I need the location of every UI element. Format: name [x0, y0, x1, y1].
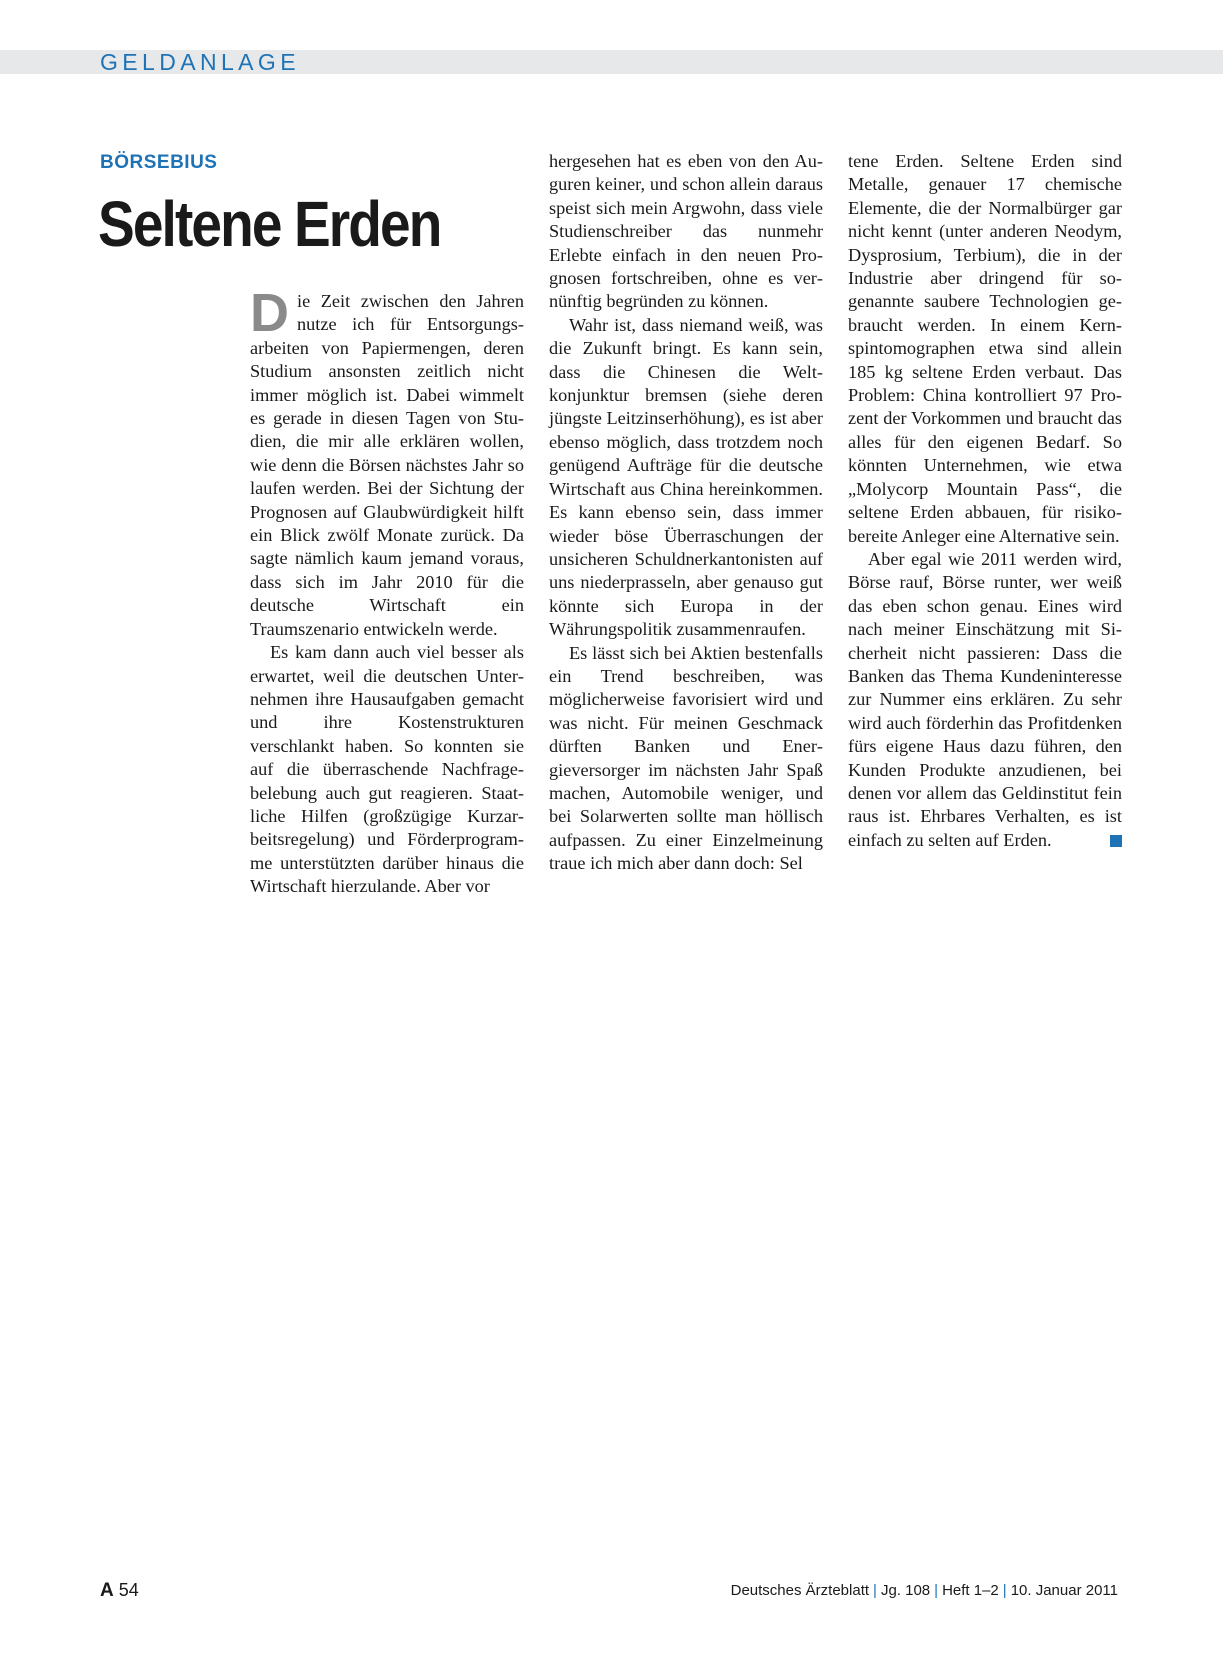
- divider: |: [934, 1582, 939, 1599]
- divider: |: [1002, 1582, 1007, 1599]
- article-title: Seltene Erden: [98, 188, 441, 260]
- paragraph: Es kam dann auch viel besser als erwartet, weil die deutschen Unternehmen ihre Hausaufgaben gemacht und ihre Kostenstrukturen verschlankt haben. So konnten sie auf die überraschende Nachfragebelebung auch gut reagieren. Staatliche Hilfen (großzügige Kurzarbeitsregelung) und Förderprogramme unterstützten darüber hinaus die Wirtschaft hierzulande. Aber vor: [250, 642, 524, 897]
- section-label: GELDANLAGE: [100, 49, 300, 75]
- paragraph: Es lässt sich bei Aktien bestenfalls ein Trend beschreiben, was möglicherweise favorisiert wird und was nicht. Für meinen Geschmack dürften Banken und Energieversorger im nächsten Jahr Spaß machen, Automobile weniger, und bei Solarwerten sollte man höllisch aufpassen. Zu einer Einzelmeinung traue ich mich aber dann doch: Sel: [549, 642, 823, 874]
- paragraph: tene Erden. Seltene Erden sind Metalle, genauer 17 chemische Elemente, die der Normalbürger gar nicht kennt (unter anderen Neodym, Dysprosium, Terbium), die in der Industrie aber dringend für sogenannte saubere Technologien gebraucht werden. In einem Kernspintomographen etwa sind allein 185 kg seltene Erden verbaut. Das Problem: China kontrolliert 97 Prozent der Vorkommen und braucht das alles für den eigenen Bedarf. So könnten Unternehmen, wie etwa „Molycorp Mountain Pass“, die seltene Erden abbauen, für risikobereite Anleger eine Alternative sein.: [848, 151, 1122, 546]
- paragraph: Wahr ist, dass niemand weiß, was die Zukunft bringt. Es kann sein, dass die Chinesen die Weltkonjunktur bremsen (siehe deren jüngste Leitzinserhöhung), es ist aber ebenso möglich, dass trotzdem noch genügend Aufträge für die deutsche Wirtschaft aus China hereinkommen. Es kann ebenso sein, dass immer wieder böse Überraschungen der unsicheren Schuldnerkantonisten auf uns niederprasseln, aber genauso gut könnte sich Europa in der Währungspolitik zusammenraufen.: [549, 314, 823, 640]
- article-column-1: [250, 283, 524, 899]
- volume: Jg. 108: [880, 1582, 931, 1599]
- publication-info: [731, 1582, 1118, 1599]
- paragraph-text: Aber egal wie 2011 werden wird, Börse rauf, Börse runter, wer weiß das eben schon genau. Eines wird nach meiner Einschätzung mit Sicherheit nicht passieren: Dass die Banken das Thema Kundeninteresse zur Nummer eins erklären. Zu sehr wird auch förderhin das Profitdenken fürs eigene Haus dazu führen, den Kunden Produkte anzudienen, bei denen vor allem das Geldinstitut fein raus ist. Ehrbares Verhalten, es ist einfach zu selten auf Erden.: [848, 548, 1122, 850]
- article-column-3: [848, 150, 1122, 852]
- page-prefix: A: [100, 1580, 114, 1601]
- paragraph: [250, 283, 524, 641]
- column-kicker: BÖRSEBIUS: [100, 152, 218, 173]
- divider: |: [873, 1582, 877, 1599]
- article-column-2: [549, 150, 823, 876]
- end-mark-icon: [1110, 835, 1122, 847]
- page-number: [100, 1580, 139, 1602]
- issue: Heft 1–2: [942, 1582, 999, 1599]
- paragraph: hergesehen hat es eben von den Auguren keiner, und schon allein daraus speist sich mein Argwohn, dass viele Studienschreiber das nunmehr Erlebte einfach in den neuen Prognosen fortschreiben, ohne es vernünftig begründen zu können.: [549, 151, 823, 312]
- journal-name: Deutsches Ärzteblatt: [730, 1582, 870, 1599]
- drop-cap: D: [250, 283, 289, 343]
- issue-date: 10. Januar 2011: [1010, 1582, 1118, 1599]
- paragraph-text: ie Zeit zwischen den Jahren nutze ich für Entsorgungsarbeiten von Papiermengen, deren Studium ansonsten zeitlich nicht immer möglich ist. Dabei wimmelt es gerade in diesen Tagen von Studien, die mir alle erklären wollen, wie denn die Börsen nächstes Jahr so laufen werden. Bei der Sichtung der Prognosen auf Glaubwürdigkeit hilft ein Blick zwölf Monate zurück. Da sagte nämlich kaum jemand voraus, dass sich im Jahr 2010 für die deutsche Wirtschaft ein Traumszenario entwickeln werde.: [250, 291, 524, 639]
- page-number-value: 54: [118, 1580, 139, 1600]
- paragraph: [848, 548, 1122, 852]
